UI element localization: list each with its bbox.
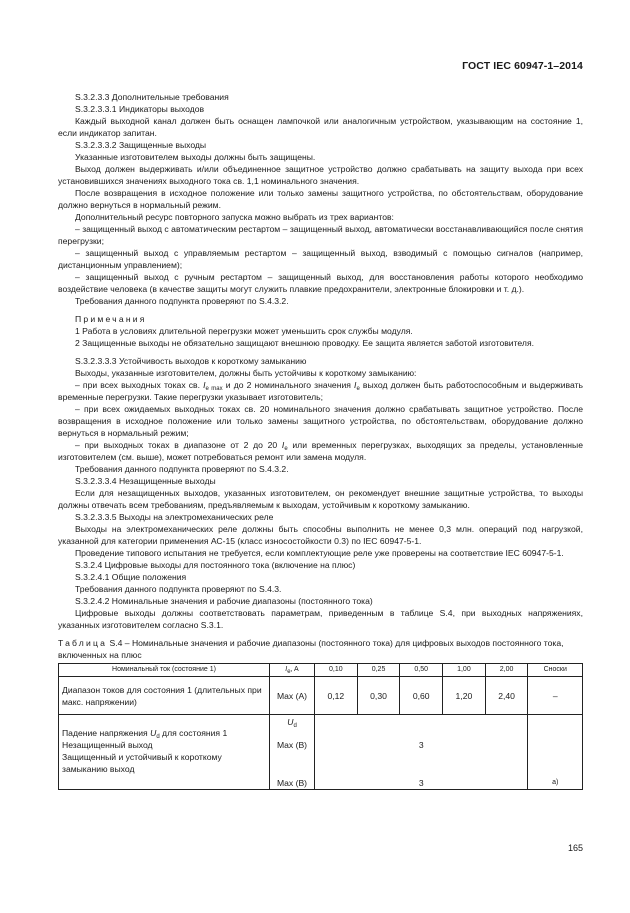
cell-note: – bbox=[528, 677, 583, 715]
row-unit: $U_d$ Max (B) Max (B) bbox=[270, 715, 315, 790]
list-item: – защищенный выход с ручным рестартом – защищенный выход, для восстановления работы которого необходимо воздействие человека (в качестве защиты могут служить плавкие предохранители, электронные блокировки и т. д.). bbox=[58, 272, 583, 294]
notes-title: Примечания bbox=[75, 314, 147, 324]
section-heading: S.3.2.3.3.3 Устойчивость выходов к короткому замыканию bbox=[75, 356, 307, 366]
table-row bbox=[59, 715, 583, 790]
list-item: – при всех ожидаемых выходных токах св. 20 номинального значения должно срабатывать защитное устройство. После возвращения в исходное положение или только замены защитного устройства, по обстоятельствам, оборудование должно вернуться в нормальный режим; bbox=[58, 404, 583, 438]
cell-value-merged: 3 3 bbox=[315, 715, 528, 790]
header-cell: $I_e$, A bbox=[270, 664, 315, 677]
paragraph: Каждый выходной канал должен быть оснащен лампочкой или аналогичным устройством, указывающим на состояние 1, если индикатор запитан. bbox=[58, 116, 583, 138]
page-number: 165 bbox=[567, 843, 583, 853]
header-cell: 1,00 bbox=[443, 664, 486, 677]
document-body bbox=[58, 91, 583, 790]
section-heading: S.3.2.3.3.5 Выходы на электромеханических реле bbox=[75, 512, 274, 522]
paragraph: Указанные изготовителем выходы должны быть защищены. bbox=[75, 152, 316, 162]
cell-value: 2,40 bbox=[485, 677, 528, 715]
header-cell: 0,50 bbox=[400, 664, 443, 677]
cell-value: 0,12 bbox=[315, 677, 358, 715]
note-item: 1 Работа в условиях длительной перегрузки может уменьшить срок службы модуля. bbox=[75, 326, 413, 336]
row-label: Диапазон токов для состояния 1 (длительных при макс. напряжении) bbox=[59, 677, 270, 715]
cell-value: 1,20 bbox=[443, 677, 486, 715]
note-item: 2 Защищенные выходы не обязательно защищают внешнюю проводку. Ее защита является заботой изготовителя. bbox=[75, 338, 534, 348]
paragraph: Проведение типового испытания не требуется, если комплектующие реле уже проверены на соответствие IEC 60947-5-1. bbox=[75, 548, 564, 558]
table-caption: Таблица S.4 – Номинальные значения и рабочие диапазоны (постоянного тока) для цифровых выходов постоянного тока, включенных на плюс bbox=[58, 638, 564, 660]
header-cell: 0,10 bbox=[315, 664, 358, 677]
section-heading: S.3.2.3.3.4 Незащищенные выходы bbox=[75, 476, 216, 486]
list-item: – при всех выходных токах св. $I_{e max}$ и до 2 номинального значения $I_e$ выход должен быть работоспособным и выдерживать временные перегрузки. Такие перегрузки указывает изготовитель; bbox=[58, 380, 584, 402]
paragraph: Цифровые выходы должны соответствовать параметрам, приведенным в таблице S.4, при выходных напряжениях, указанных изготовителем согласно S.3.1. bbox=[58, 608, 583, 630]
section-heading: S.3.2.4.1 Общие положения bbox=[75, 572, 187, 582]
section-heading: S.3.2.4 Цифровые выходы для постоянного тока (включение на плюс) bbox=[75, 560, 356, 570]
cell-value: 0,60 bbox=[400, 677, 443, 715]
paragraph: Требования данного подпункта проверяют по S.4.3.2. bbox=[75, 464, 289, 474]
header-cell: Номинальный ток (состояние 1) bbox=[59, 664, 270, 677]
paragraph: Дополнительный ресурс повторного запуска можно выбрать из трех вариантов: bbox=[75, 212, 394, 222]
row-unit: Max (A) bbox=[270, 677, 315, 715]
section-heading: S.3.2.3.3 Дополнительные требования bbox=[75, 92, 229, 102]
paragraph: Выходы, указанные изготовителем, должны быть устойчивы к короткому замыканию: bbox=[75, 368, 417, 378]
ratings-table bbox=[58, 663, 583, 790]
section-heading: S.3.2.3.3.1 Индикаторы выходов bbox=[75, 104, 205, 114]
header-cell: Сноски bbox=[528, 664, 583, 677]
paragraph: Если для незащищенных выходов, указанных изготовителем, он рекомендует внешние защитные устройства, то выходы должны отвечать всем требованиям, предъявляемым к выходам, устойчивым к короткому замыканию. bbox=[58, 488, 583, 510]
list-item: – защищенный выход с управляемым рестартом – защищенный выход, взводимый с помощью сигналов (например, дистанционным управлением); bbox=[58, 248, 583, 270]
paragraph: Выходы на электромеханических реле должны быть способны выполнить не менее 0,3 млн. операций под нагрузкой, указанной для категории применения АС-15 (класс износостойкости 0.3) по IEC 60947-5-1. bbox=[58, 524, 583, 546]
cell-value: 0,30 bbox=[357, 677, 400, 715]
cell-note: а) bbox=[528, 715, 583, 790]
section-heading: S.3.2.4.2 Номинальные значения и рабочие диапазоны (постоянного тока) bbox=[75, 596, 373, 606]
table-row bbox=[59, 677, 583, 715]
paragraph: Требования данного подпункта проверяют по S.4.3. bbox=[75, 584, 282, 594]
section-heading: S.3.2.3.3.2 Защищенные выходы bbox=[75, 140, 207, 150]
header-cell: 2,00 bbox=[485, 664, 528, 677]
paragraph: Требования данного подпункта проверяют по S.4.3.2. bbox=[75, 296, 289, 306]
row-label: Падение напряжения $U_d$ для состояния 1 Незащищенный выход Защищенный и устойчивый к короткому замыканию выход bbox=[59, 715, 270, 790]
header-cell: 0,25 bbox=[357, 664, 400, 677]
paragraph: Выход должен выдерживать и/или объединенное защитное устройство должно срабатывать на защиту выхода при всех установившихся значениях выходного тока св. 1,1 номинального значения. bbox=[58, 164, 583, 186]
list-item: – при выходных токах в диапазоне от 2 до 20 $I_e$ или временных перегрузках, выходящих за пределы, установленные изготовителем (см. выше), может потребоваться ремонт или замена модуля. bbox=[58, 440, 583, 462]
list-item: – защищенный выход с автоматическим рестартом – защищенный выход, автоматически восстанавливающийся после снятия перегрузки; bbox=[58, 224, 583, 246]
paragraph: После возвращения в исходное положение или только замены защитного устройства, по обстоятельствам, оборудование должно вернуться в нормальный режим. bbox=[58, 188, 583, 210]
document-code: ГОСТ IEC 60947-1–2014 bbox=[462, 60, 583, 72]
table-header-row bbox=[59, 664, 583, 677]
